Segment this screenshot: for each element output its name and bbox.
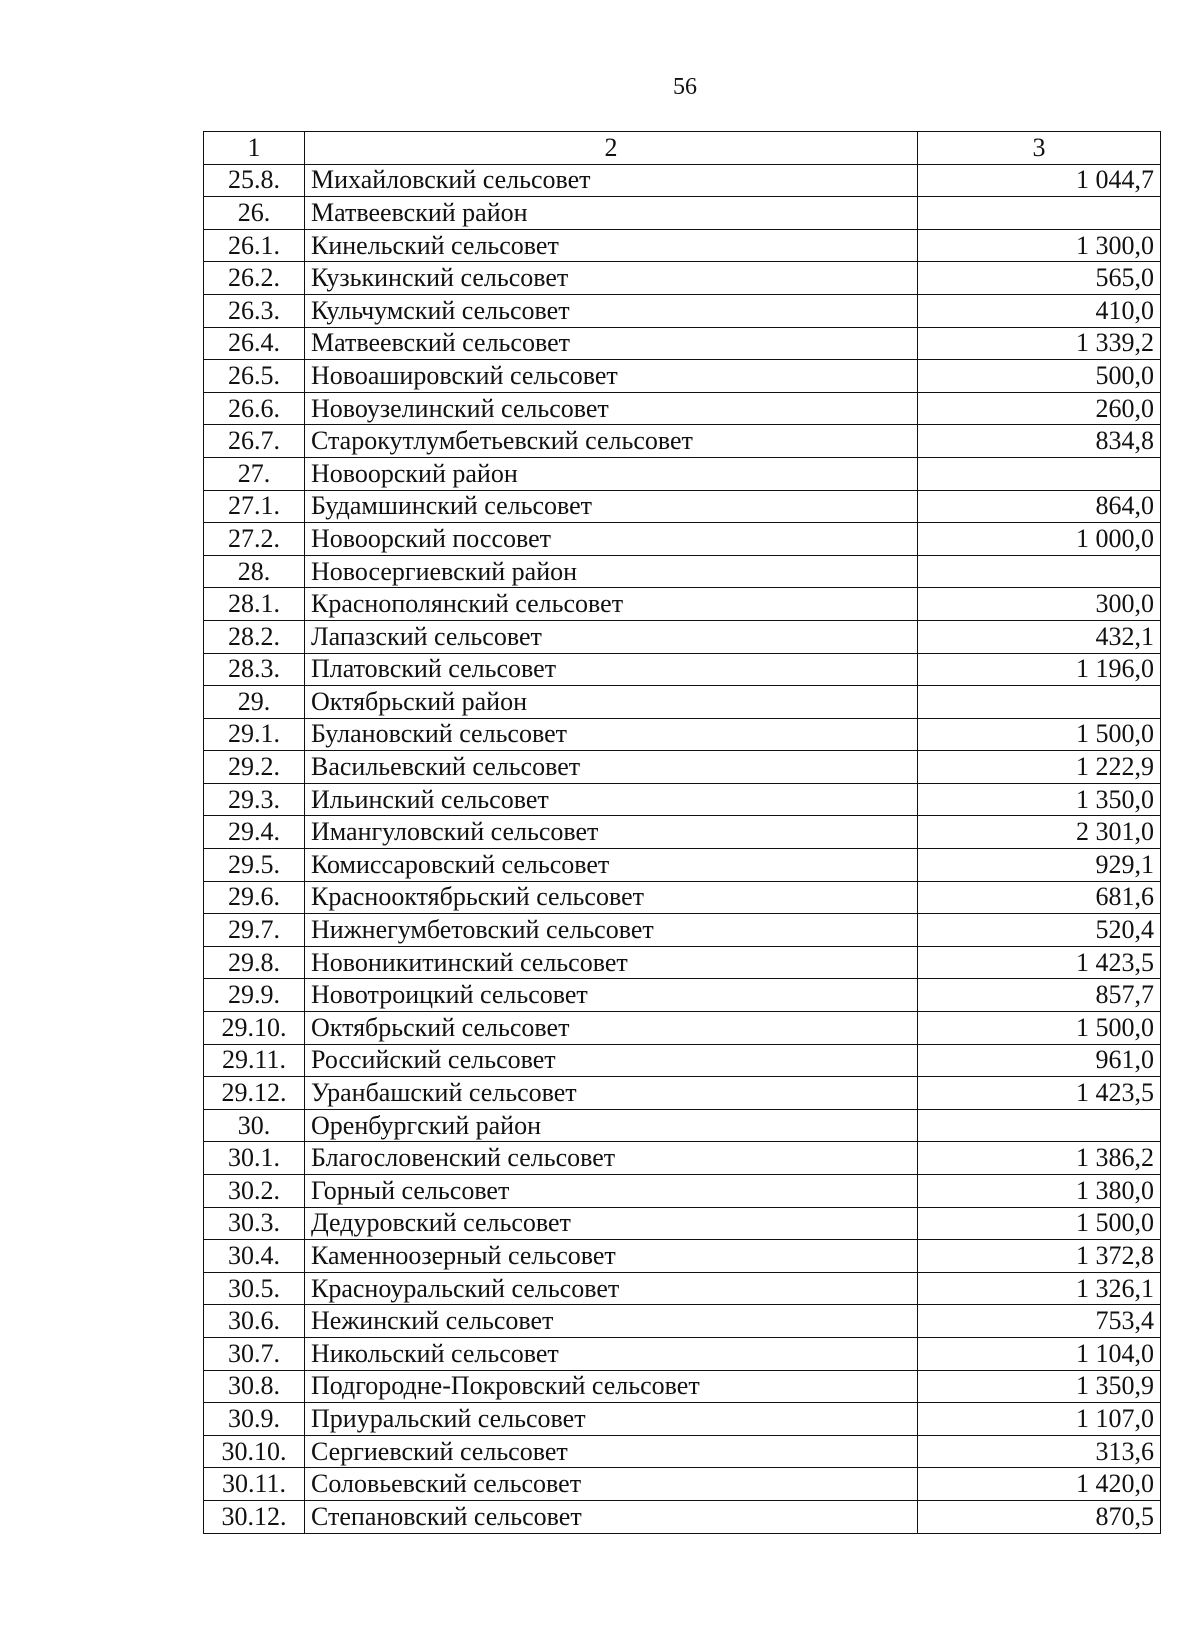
row-name: Соловьевский сельсовет (305, 1468, 918, 1501)
row-value: 1 044,7 (918, 164, 1161, 197)
row-value: 520,4 (918, 914, 1161, 947)
row-name: Нежинский сельсовет (305, 1305, 918, 1338)
table-row (204, 1305, 1161, 1338)
table-row (204, 490, 1161, 523)
table-row (204, 881, 1161, 914)
table-row (204, 1012, 1161, 1045)
row-name: Нижнегумбетовский сельсовет (305, 914, 918, 947)
row-name: Сергиевский сельсовет (305, 1435, 918, 1468)
table-row (204, 849, 1161, 882)
row-number: 30.12. (204, 1500, 305, 1533)
row-number: 30.10. (204, 1435, 305, 1468)
table-row (204, 1435, 1161, 1468)
table-row (204, 1175, 1161, 1208)
row-number: 30. (204, 1109, 305, 1142)
row-name: Подгородне-Покровский сельсовет (305, 1370, 918, 1403)
header-col-2: 2 (305, 132, 918, 165)
row-name: Новоузелинский сельсовет (305, 392, 918, 425)
row-number: 30.2. (204, 1175, 305, 1208)
table-row (204, 425, 1161, 458)
row-value: 1 350,0 (918, 783, 1161, 816)
row-number: 26.1. (204, 229, 305, 262)
table-row (204, 816, 1161, 849)
row-name: Матвеевский сельсовет (305, 327, 918, 360)
row-number: 30.1. (204, 1142, 305, 1175)
table-row (204, 620, 1161, 653)
row-name: Новотроицкий сельсовет (305, 979, 918, 1012)
row-number: 26.2. (204, 262, 305, 295)
row-name: Ильинский сельсовет (305, 783, 918, 816)
row-number: 26.6. (204, 392, 305, 425)
row-value: 1 372,8 (918, 1240, 1161, 1273)
table-row (204, 1044, 1161, 1077)
row-number: 26.5. (204, 360, 305, 393)
row-value (918, 1109, 1161, 1142)
row-number: 26. (204, 197, 305, 230)
row-value: 864,0 (918, 490, 1161, 523)
page-number: 56 (673, 74, 697, 100)
row-value: 1 326,1 (918, 1272, 1161, 1305)
row-value: 961,0 (918, 1044, 1161, 1077)
table-row (204, 555, 1161, 588)
row-value: 870,5 (918, 1500, 1161, 1533)
row-value: 1 500,0 (918, 1012, 1161, 1045)
row-number: 29.10. (204, 1012, 305, 1045)
table-row (204, 523, 1161, 556)
row-number: 29.4. (204, 816, 305, 849)
table-row (204, 1077, 1161, 1110)
row-number: 30.5. (204, 1272, 305, 1305)
table-row (204, 751, 1161, 784)
row-value: 260,0 (918, 392, 1161, 425)
allocation-table (203, 131, 1161, 1534)
row-name: Красноуральский сельсовет (305, 1272, 918, 1305)
row-name: Будамшинский сельсовет (305, 490, 918, 523)
row-number: 30.8. (204, 1370, 305, 1403)
row-value: 1 300,0 (918, 229, 1161, 262)
row-value: 753,4 (918, 1305, 1161, 1338)
row-number: 25.8. (204, 164, 305, 197)
table-row (204, 1142, 1161, 1175)
row-number: 29. (204, 686, 305, 719)
row-name: Кульчумский сельсовет (305, 294, 918, 327)
row-name: Новоникитинский сельсовет (305, 946, 918, 979)
row-value (918, 457, 1161, 490)
row-name: Михайловский сельсовет (305, 164, 918, 197)
row-name: Кузькинский сельсовет (305, 262, 918, 295)
table-row (204, 327, 1161, 360)
row-number: 28.1. (204, 588, 305, 621)
row-number: 28.2. (204, 620, 305, 653)
table-row (204, 1370, 1161, 1403)
row-number: 29.3. (204, 783, 305, 816)
table-row (204, 783, 1161, 816)
row-name: Платовский сельсовет (305, 653, 918, 686)
row-value: 432,1 (918, 620, 1161, 653)
table-row (204, 914, 1161, 947)
row-number: 29.1. (204, 718, 305, 751)
row-name: Дедуровский сельсовет (305, 1207, 918, 1240)
row-name: Новосергиевский район (305, 555, 918, 588)
row-number: 30.3. (204, 1207, 305, 1240)
row-name: Благословенский сельсовет (305, 1142, 918, 1175)
row-value: 1 350,9 (918, 1370, 1161, 1403)
table-row (204, 360, 1161, 393)
table-row (204, 1500, 1161, 1533)
row-value: 300,0 (918, 588, 1161, 621)
row-number: 27.2. (204, 523, 305, 556)
table-row (204, 718, 1161, 751)
row-name: Октябрьский сельсовет (305, 1012, 918, 1045)
row-number: 30.7. (204, 1337, 305, 1370)
table-row (204, 229, 1161, 262)
row-number: 26.7. (204, 425, 305, 458)
row-name: Оренбургский район (305, 1109, 918, 1142)
table-row (204, 1468, 1161, 1501)
row-name: Старокутлумбетьевский сельсовет (305, 425, 918, 458)
row-value: 1 386,2 (918, 1142, 1161, 1175)
row-value: 1 196,0 (918, 653, 1161, 686)
row-value: 857,7 (918, 979, 1161, 1012)
row-name: Российский сельсовет (305, 1044, 918, 1077)
header-col-1: 1 (204, 132, 305, 165)
table-body (204, 164, 1161, 1533)
row-number: 26.4. (204, 327, 305, 360)
table-row (204, 1207, 1161, 1240)
row-value: 2 301,0 (918, 816, 1161, 849)
header-row (204, 132, 1161, 165)
row-number: 29.8. (204, 946, 305, 979)
row-name: Краснополянский сельсовет (305, 588, 918, 621)
row-number: 29.7. (204, 914, 305, 947)
table-row (204, 1240, 1161, 1273)
row-value: 1 423,5 (918, 946, 1161, 979)
row-value: 1 380,0 (918, 1175, 1161, 1208)
row-value: 1 500,0 (918, 1207, 1161, 1240)
row-value: 313,6 (918, 1435, 1161, 1468)
row-name: Булановский сельсовет (305, 718, 918, 751)
table-row (204, 588, 1161, 621)
row-number: 27. (204, 457, 305, 490)
header-col-3: 3 (918, 132, 1161, 165)
table-row (204, 946, 1161, 979)
row-number: 29.6. (204, 881, 305, 914)
row-name: Новоашировский сельсовет (305, 360, 918, 393)
row-number: 30.9. (204, 1403, 305, 1436)
row-name: Уранбашский сельсовет (305, 1077, 918, 1110)
row-name: Никольский сельсовет (305, 1337, 918, 1370)
row-name: Приуральский сельсовет (305, 1403, 918, 1436)
row-number: 26.3. (204, 294, 305, 327)
row-value: 1 500,0 (918, 718, 1161, 751)
row-value: 1 222,9 (918, 751, 1161, 784)
row-number: 27.1. (204, 490, 305, 523)
row-value: 834,8 (918, 425, 1161, 458)
row-name: Октябрьский район (305, 686, 918, 719)
row-number: 29.11. (204, 1044, 305, 1077)
row-value: 1 339,2 (918, 327, 1161, 360)
row-name: Имангуловский сельсовет (305, 816, 918, 849)
row-value: 565,0 (918, 262, 1161, 295)
row-name: Кинельский сельсовет (305, 229, 918, 262)
row-value: 1 420,0 (918, 1468, 1161, 1501)
row-number: 29.9. (204, 979, 305, 1012)
table-row (204, 1403, 1161, 1436)
table-row (204, 294, 1161, 327)
table-row (204, 1337, 1161, 1370)
row-value (918, 555, 1161, 588)
row-value: 1 104,0 (918, 1337, 1161, 1370)
row-number: 29.2. (204, 751, 305, 784)
row-number: 30.11. (204, 1468, 305, 1501)
table-row (204, 392, 1161, 425)
row-value: 500,0 (918, 360, 1161, 393)
row-number: 28. (204, 555, 305, 588)
row-name: Каменноозерный сельсовет (305, 1240, 918, 1273)
row-number: 28.3. (204, 653, 305, 686)
table-row (204, 457, 1161, 490)
table-row (204, 686, 1161, 719)
row-name: Матвеевский район (305, 197, 918, 230)
row-number: 30.6. (204, 1305, 305, 1338)
row-number: 29.12. (204, 1077, 305, 1110)
table-row (204, 197, 1161, 230)
table-row (204, 1109, 1161, 1142)
row-value (918, 686, 1161, 719)
row-value: 681,6 (918, 881, 1161, 914)
row-value: 1 000,0 (918, 523, 1161, 556)
row-number: 29.5. (204, 849, 305, 882)
table-row (204, 1272, 1161, 1305)
row-value: 410,0 (918, 294, 1161, 327)
row-name: Степановский сельсовет (305, 1500, 918, 1533)
table-row (204, 262, 1161, 295)
table-row (204, 653, 1161, 686)
row-value (918, 197, 1161, 230)
table-row (204, 164, 1161, 197)
table-row (204, 979, 1161, 1012)
row-name: Новоорский поссовет (305, 523, 918, 556)
row-name: Горный сельсовет (305, 1175, 918, 1208)
row-value: 929,1 (918, 849, 1161, 882)
row-name: Комиссаровский сельсовет (305, 849, 918, 882)
row-number: 30.4. (204, 1240, 305, 1273)
row-value: 1 423,5 (918, 1077, 1161, 1110)
row-value: 1 107,0 (918, 1403, 1161, 1436)
row-name: Лапазский сельсовет (305, 620, 918, 653)
row-name: Васильевский сельсовет (305, 751, 918, 784)
row-name: Новоорский район (305, 457, 918, 490)
row-name: Краснооктябрьский сельсовет (305, 881, 918, 914)
